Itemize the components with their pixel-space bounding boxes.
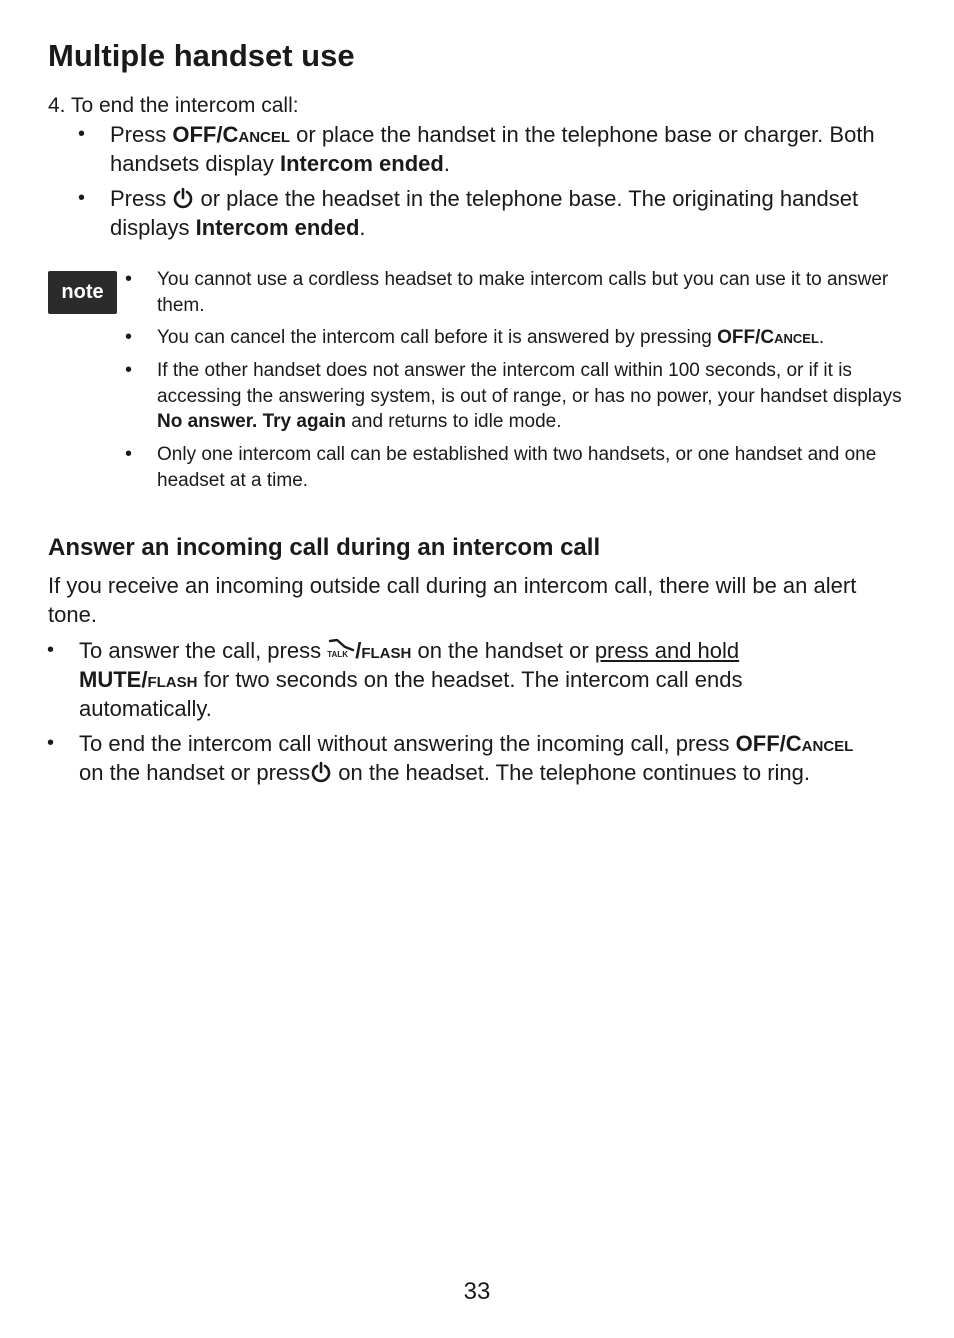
bullet: •: [47, 639, 55, 661]
talk-icon: TALK: [327, 638, 355, 660]
note-item-3: • If the other handset does not answer the intercom call within 100 seconds, or if it is accessing the answering system, is out of range, or has no power, your handset displays No answer. Try again and returns to idle mode.: [125, 359, 902, 432]
note-item-1: • You cannot use a cordless headset to make intercom calls but you can use it to answer them.: [125, 268, 889, 316]
note-item-2: • You can cancel the intercom call before it is answered by pressing OFF/Cancel.: [157, 325, 907, 351]
page-title: Multiple handset use: [48, 38, 355, 73]
step4-bullet-2: • Press or place the headset in the telephone base. The originating handset displays Intercom ended.: [78, 186, 859, 240]
page-number: 33: [463, 1278, 491, 1305]
bullet: •: [78, 187, 86, 209]
bullet: •: [125, 359, 133, 381]
bullet: •: [125, 268, 133, 290]
power-icon: [172, 187, 194, 209]
bullet: •: [125, 326, 133, 348]
step-4-heading: 4. To end the intercom call:: [48, 94, 299, 117]
section-heading: Answer an incoming call during an intercom call: [48, 534, 601, 561]
bullet: •: [47, 732, 55, 754]
note-item-4: • Only one intercom call can be established with two handsets, or one handset and one headset at a time.: [125, 443, 877, 491]
bullet: •: [125, 443, 133, 465]
power-icon: [310, 761, 332, 783]
section-intro: If you receive an incoming outside call during an intercom call, there will be an alert tone.: [48, 573, 857, 627]
answer-bullet-1: • To answer the call, press TALK /flash on the handset or press and hold MUTE/flash for two seconds on the headset. The intercom call ends automatically.: [47, 638, 743, 721]
bullet: •: [78, 123, 86, 145]
step4-bullet-1: • Press OFF/Cancel or place the handset in the telephone base or charger. Both handsets display Intercom ended.: [78, 122, 875, 176]
note-label: note: [48, 271, 117, 314]
answer-bullet-2: • To end the intercom call without answering the incoming call, press OFF/Cancel on the handset or press on the headset. The telephone continues to ring.: [47, 731, 854, 785]
